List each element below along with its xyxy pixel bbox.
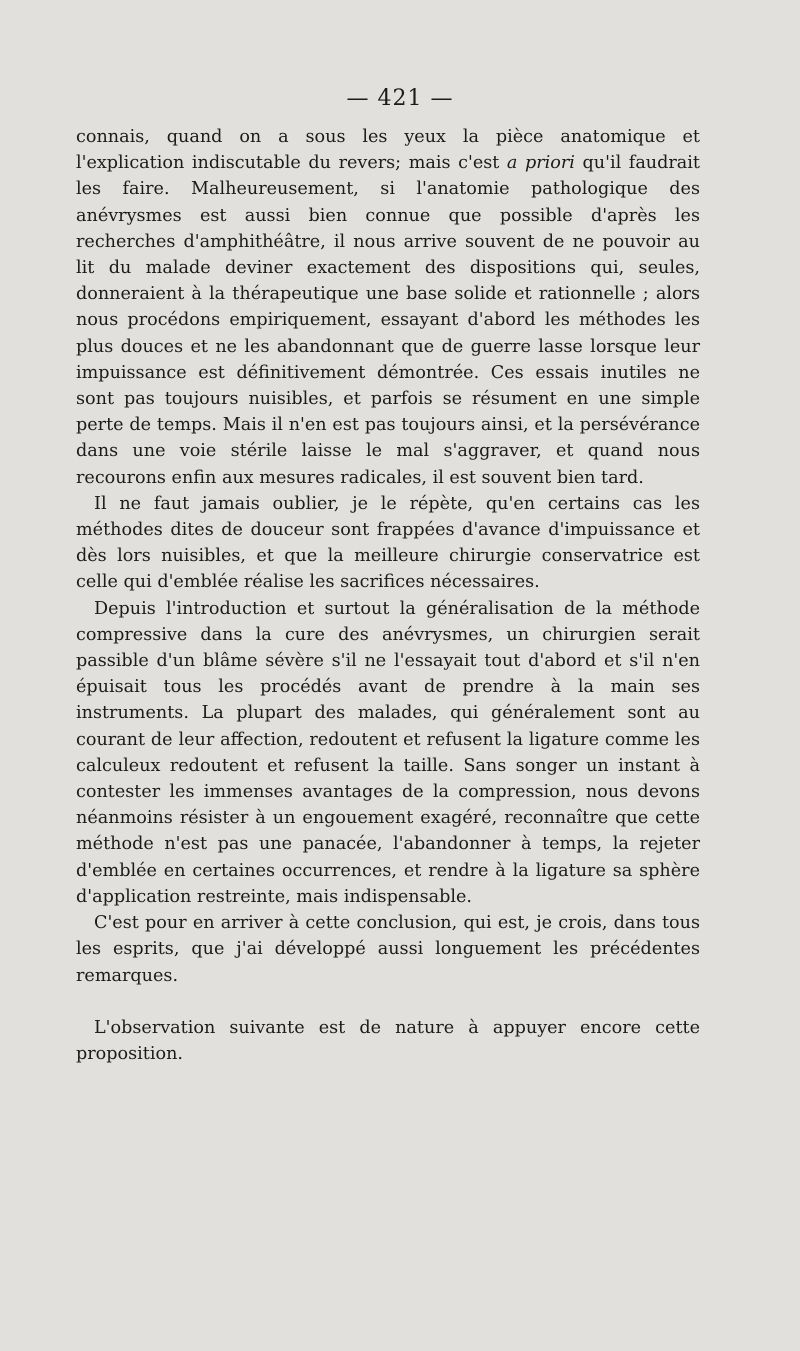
paragraph-5: L'observation suivante est de nature à appuyer encore cette proposition.	[76, 1017, 700, 1064]
paragraph-2: Il ne faut jamais oublier, je le répète, qu'en certains cas les méthodes dites de douceur sont frappées d'avance d'impuissance et dès lors nuisibles, et que la meilleure chirurgie conservatrice est celle qui d'emblée réalise les sacrifices nécessaires.	[76, 493, 700, 593]
paragraph-spacer	[76, 989, 700, 1015]
paragraph-1-text-end: qu'il faudrait les faire. Malheureusement, si l'anatomie pathologique des anévrysmes est aussi bien connue que possible d'après les recherches d'amphithéâtre, il nous arrive souvent de ne pouvoir au lit du malade deviner exactement des dispositions qui, seules, donneraient à la thérapeutique une base solide et rationnelle ; alors nous procédons empiriquement, essayant d'abord les méthodes les plus douces et ne les abandonnant que de guerre lasse lorsque leur impuissance est définitivement démontrée. Ces essais inutiles ne sont pas toujours nuisibles, et parfois se résument en une simple perte de temps. Mais il n'en est pas toujours ainsi, et la persévérance dans une voie stérile laisse le mal s'aggraver, et quand nous recourons enfin aux mesures radicales, il est souvent bien tard.	[76, 153, 700, 488]
paragraph-1	[76, 124, 700, 491]
paragraph-3: Depuis l'introduction et surtout la généralisation de la méthode compressive dans la cure des anévrysmes, un chirurgien serait passible d'un blâme sévère s'il ne l'essayait tout d'abord et s'il n'en épuisait tous les procédés avant de prendre à la main ses instruments. La plupart des malades, qui généralement sont au courant de leur affection, redoutent et refusent la ligature comme les calculeux redoutent et refusent la taille. Sans songer un instant à contester les immenses avantages de la compression, nous devons néanmoins résister à un engouement exagéré, reconnaître que cette méthode n'est pas une panacée, l'abandonner à temps, la rejeter d'emblée en certaines occurrences, et rendre à la ligature sa sphère d'application restreinte, mais indispensable.	[76, 598, 700, 907]
emphasis-a-priori: a priori	[506, 153, 575, 174]
paragraph-4: C'est pour en arriver à cette conclusion, qui est, je crois, dans tous les esprits, que j'ai développé aussi longuement les précédentes remarques.	[76, 913, 700, 986]
page-number: — 421 —	[346, 86, 454, 111]
paragraph-1-text-start: connais, quand on a sous les yeux la pièce anatomique et l'explication indiscutable du revers; mais c'est	[76, 127, 700, 174]
body-text	[76, 124, 700, 1067]
